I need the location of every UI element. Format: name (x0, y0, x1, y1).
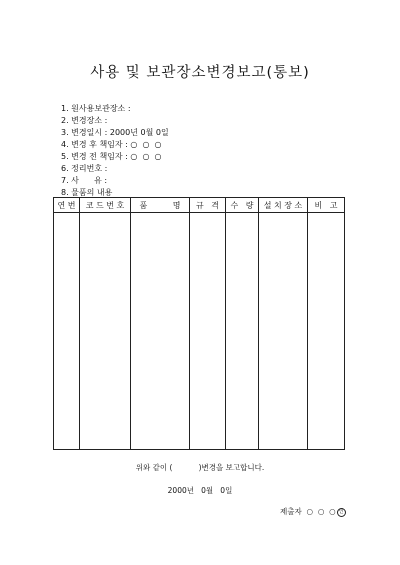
info-item-change-date: 3. 변경일시 : 2000년 0월 0일 (61, 128, 169, 137)
column-header-remarks: 비 고 (308, 198, 345, 213)
info-item-changed-location: 2. 변경장소 : (61, 116, 108, 125)
column-header-install-location: 설 치 장 소 (259, 198, 308, 213)
column-header-spec: 규 격 (190, 198, 226, 213)
table-header-row (54, 198, 345, 213)
column-header-quantity: 수 량 (226, 198, 259, 213)
goods-table (53, 197, 345, 450)
table-cell (131, 213, 190, 450)
table-cell (54, 213, 80, 450)
table-cell (190, 213, 226, 450)
column-header-code: 코 드 번 호 (80, 198, 131, 213)
column-header-item-name: 품 명 (131, 198, 190, 213)
info-item-new-manager: 4. 변경 후 책임자 : ○ ○ ○ (61, 140, 162, 149)
submitter-text: 제출자 ○ ○ ○ (280, 507, 336, 516)
table-cell (308, 213, 345, 450)
info-item-reference-number: 6. 정리번호 : (61, 164, 108, 173)
info-list (61, 103, 169, 199)
info-item-goods-content: 8. 물품의 내용 (61, 188, 113, 197)
info-item-original-location: 1. 원사용보관장소 : (61, 104, 131, 113)
info-item-previous-manager: 5. 변경 전 책임자 : ○ ○ ○ (61, 152, 162, 161)
info-item-reason: 7. 사 유 : (61, 176, 108, 185)
seal-stamp: 인 (337, 508, 346, 517)
table-body-row (54, 213, 345, 450)
submitter-line (280, 506, 346, 517)
table-cell (80, 213, 131, 450)
column-header-serial: 연 번 (54, 198, 80, 213)
report-date: 2000년 0월 0일 (167, 486, 233, 495)
document-title: 사용 및 보관장소변경보고(통보) (90, 65, 310, 81)
table-cell (259, 213, 308, 450)
report-statement: 위와 같이 ( )변경을 보고합니다. (135, 463, 265, 472)
table-cell (226, 213, 259, 450)
